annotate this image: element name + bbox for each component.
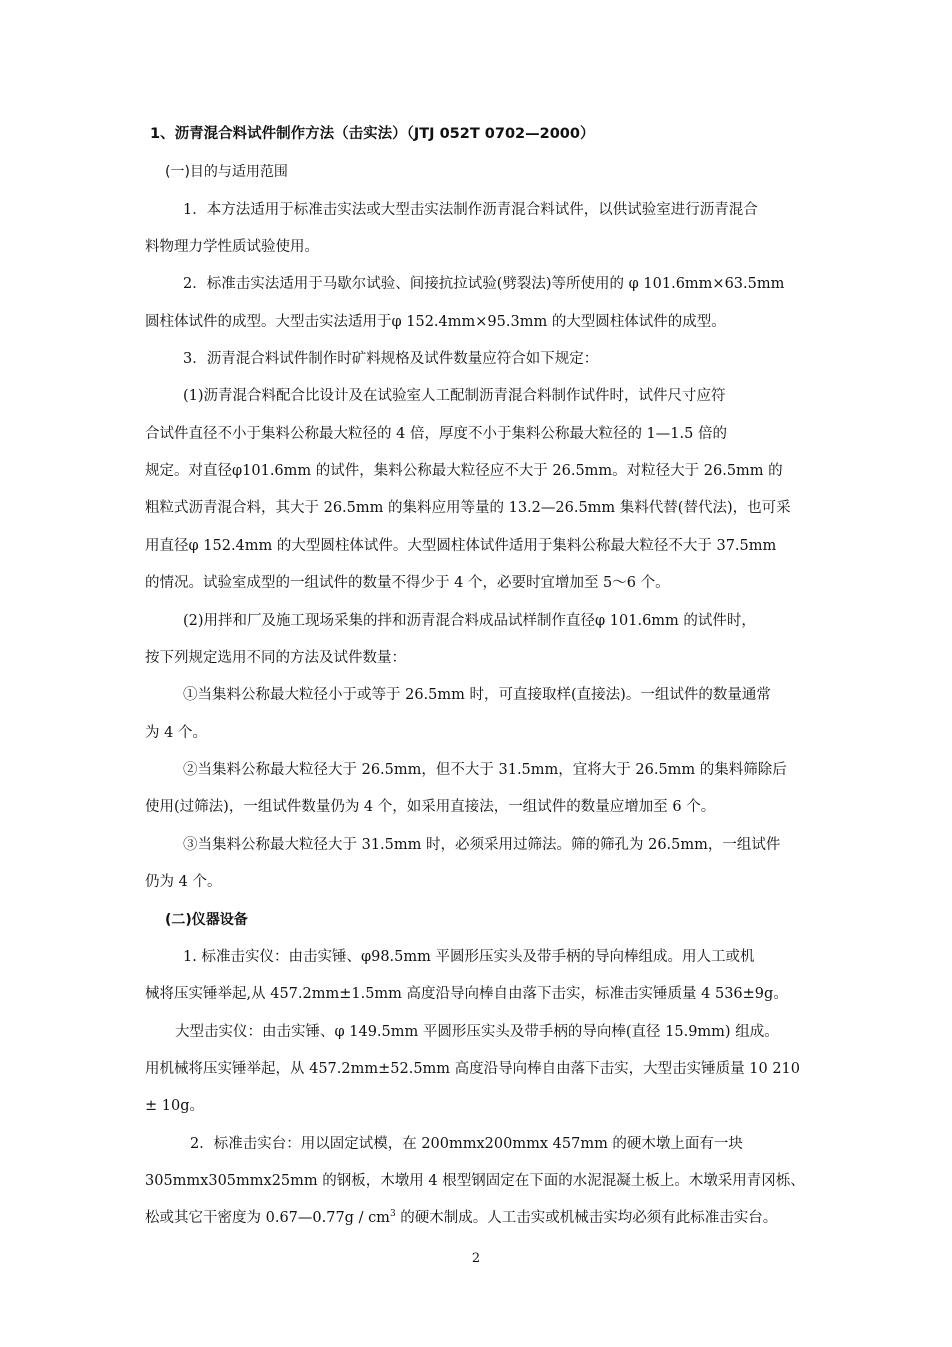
page-number: 2: [471, 1251, 481, 1266]
paragraph-line: 规定。对直径φ101.6mm 的试件，集料公称最大粒径应不大于 26.5mm。对粒径大于 26.5mm 的: [145, 463, 783, 479]
document-title: 1、沥青混合料试件制作方法（击实法）（JTJ 052T 0702—2000）: [150, 126, 595, 142]
paragraph-line: 为 4 个。: [145, 725, 207, 741]
paragraph-line: 1．本方法适用于标准击实法或大型击实法制作沥青混合料试件，以供试验室进行沥青混合: [183, 202, 758, 218]
paragraph-line: 3．沥青混合料试件制作时矿料规格及试件数量应符合如下规定：: [183, 351, 599, 367]
paragraph-line: (1)沥青混合料配合比设计及在试验室人工配制沥青混合料制作试件时，试件尺寸应符: [183, 388, 726, 404]
paragraph-line: 305mmx305mmx25mm 的钢板，木墩用 4 根型钢固定在下面的水泥混凝土板上。木墩采用青冈栎、: [145, 1173, 805, 1189]
paragraph-line: 仍为 4 个。: [145, 874, 222, 890]
paragraph-line: 料物理力学性质试验使用。: [145, 239, 319, 255]
paragraph-line: ± 10g。: [145, 1098, 204, 1114]
paragraph-line: 使用(过筛法)，一组试件数量仍为 4 个，如采用直接法，一组试件的数量应增加至 6 个。: [145, 799, 716, 815]
paragraph-line: 2．标准击实台：用以固定试模，在 200mmx200mmx 457mm 的硬木墩上面有一块: [190, 1136, 743, 1152]
paragraph-line: 的情况。试验室成型的一组试件的数量不得少于 4 个，必要时宜增加至 5～6 个。: [145, 575, 670, 591]
paragraph-line: ③当集料公称最大粒径大于 31.5mm 时，必须采用过筛法。筛的筛孔为 26.5mm，一组试件: [183, 837, 781, 853]
paragraph-line: 大型击实仪：由击实锤、φ 149.5mm 平圆形压实头及带手柄的导向棒(直径 15.9mm) 组成。: [175, 1024, 779, 1040]
paragraph-line: 用直径φ 152.4mm 的大型圆柱体试件。大型圆柱体试件适用于集料公称最大粒径不大于 37.5mm: [145, 538, 777, 554]
paragraph-line: 粗粒式沥青混合料，其大于 26.5mm 的集料应用等量的 13.2—26.5mm 集料代替(替代法)，也可采: [145, 500, 791, 516]
text-segment: 松或其它干密度为 0.67—0.77g / cm: [145, 1210, 390, 1226]
text-segment: 的硬木制成。人工击实或机械击实均必须有此标准击实台。: [395, 1210, 778, 1226]
paragraph-line: 1. 标准击实仪：由击实锤、φ98.5mm 平圆形压实头及带手柄的导向棒组成。用人工或机: [183, 949, 755, 965]
section-heading-equipment: (二)仪器设备: [165, 912, 248, 928]
paragraph-line: 用机械将压实锤举起，从 457.2mm±52.5mm 高度沿导向棒自由落下击实，大型击实锤质量 10 210: [145, 1061, 801, 1077]
paragraph-line: 2．标准击实法适用于马歇尔试验、间接抗拉试验(劈裂法)等所使用的 φ 101.6mm×63.5mm: [183, 276, 785, 292]
paragraph-line: 按下列规定选用不同的方法及试件数量：: [145, 650, 406, 666]
paragraph-line: 圆柱体试件的成型。大型击实法适用于φ 152.4mm×95.3mm 的大型圆柱体试件的成型。: [145, 314, 726, 330]
paragraph-line: 械将压实锤举起,从 457.2mm±1.5mm 高度沿导向棒自由落下击实，标准击实锤质量 4 536±9g。: [145, 986, 788, 1002]
paragraph-line: (2)用拌和厂及施工现场采集的拌和沥青混合料成品试样制作直径φ 101.6mm 的试件时，: [183, 613, 756, 629]
paragraph-line: ②当集料公称最大粒径大于 26.5mm，但不大于 31.5mm，宜将大于 26.5mm 的集料筛除后: [183, 762, 787, 778]
section-heading-scope: (一)目的与适用范围: [165, 164, 288, 180]
paragraph-line: [145, 1208, 815, 1228]
superscript: 3: [389, 1209, 396, 1220]
paragraph-line: ①当集料公称最大粒径小于或等于 26.5mm 时，可直接取样(直接法)。一组试件的数量通常: [183, 687, 771, 703]
paragraph-line: 合试件直径不小于集料公称最大粒径的 4 倍，厚度不小于集料公称最大粒径的 1—1.5 倍的: [145, 426, 727, 442]
